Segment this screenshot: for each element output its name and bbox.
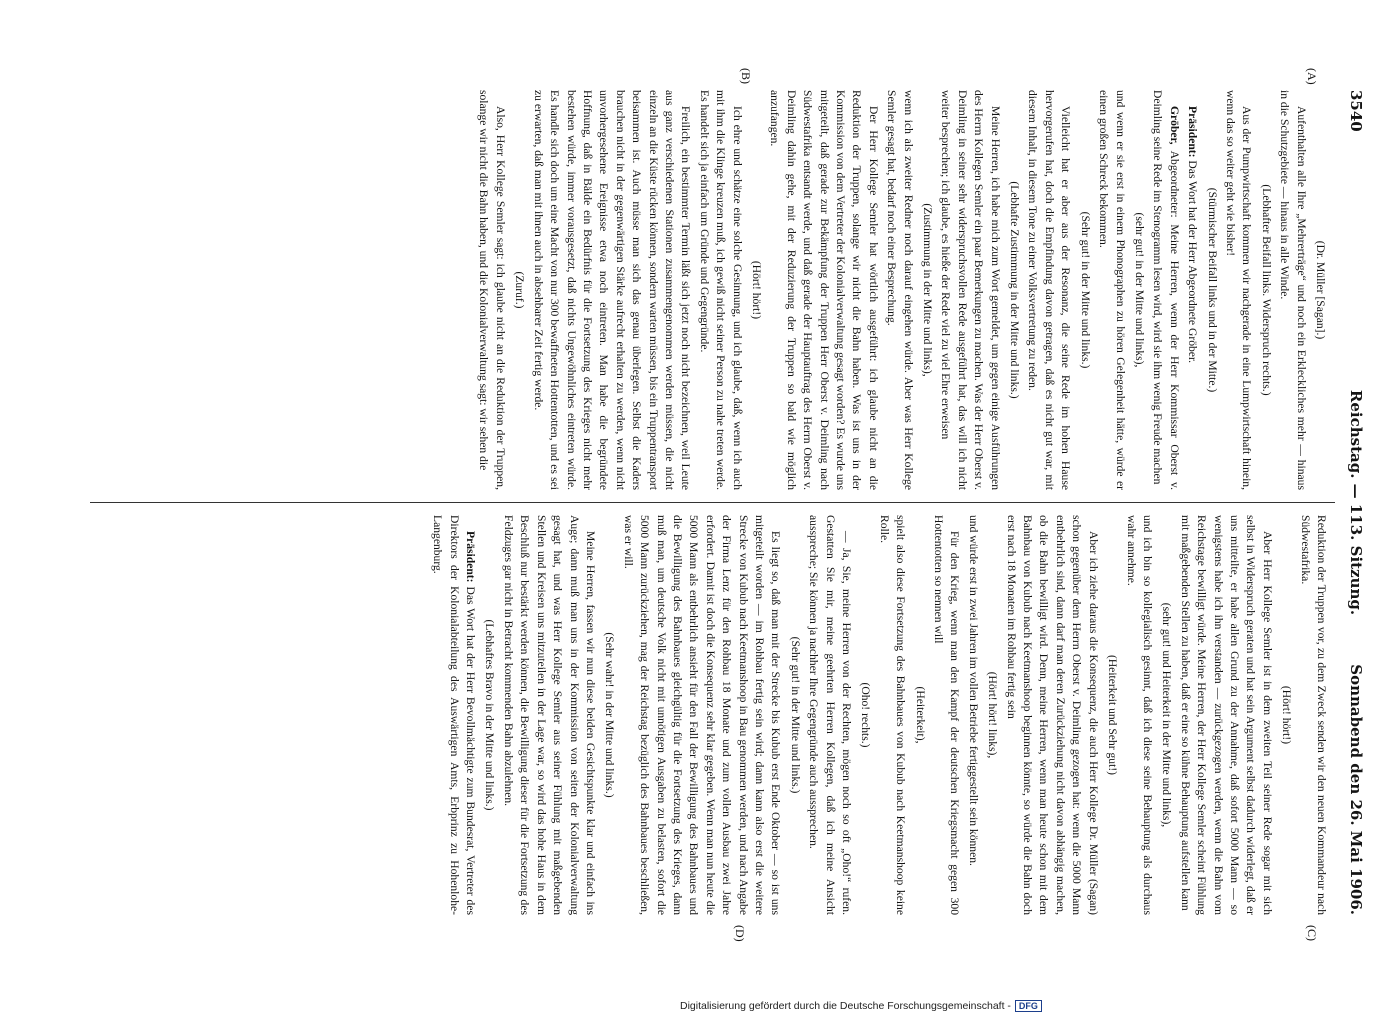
stage-direction bbox=[984, 515, 1000, 915]
paragraph-text: — Ja, Sie, meine Herren von der Rechten, mögen noch so oft „Oho!“ rufen. Gestatten Sie mir, meine geehrten Herren Kollegen, daß ich meine Ansicht ausspreche; Sie können ja nachher Ihre Gegengründe auch aussprechen. bbox=[807, 515, 854, 915]
stage-direction bbox=[748, 90, 764, 490]
paragraph bbox=[805, 515, 854, 915]
paragraph-text: (Stürmischer Beifall links und in der Mitte.) bbox=[1205, 187, 1219, 393]
stage-direction bbox=[1104, 515, 1120, 915]
paragraph-text: Aufenthalten alle Ihre „Mehrerträge“ und noch ein Erkleckliches mehr — hinaus in die Schutzgebiete — hinaus in alle Winde. bbox=[1278, 90, 1308, 490]
paragraph-text: (Lebhafte Zustimmung in der Mitte und links.) bbox=[1008, 181, 1022, 399]
paragraph-text: Reduktion der Truppen vor, zu dem Zweck senden wir den neuen Kommandeur nach Südwestafrika. bbox=[1298, 515, 1328, 915]
stage-direction bbox=[601, 515, 617, 915]
page-header bbox=[1335, 90, 1365, 915]
paragraph-text: (Oho! rechts.) bbox=[859, 682, 873, 748]
paragraph bbox=[475, 90, 508, 490]
speaker-name: Präsident: bbox=[1186, 106, 1200, 158]
column-divider bbox=[90, 502, 1335, 503]
paragraph bbox=[1024, 90, 1073, 490]
paragraph bbox=[500, 515, 598, 915]
paragraph-text: Es liegt so, daß man mit der Strecke bis Kubub erst Ende Oktober — so ist uns mitgeteilt worden — im Rohbau fertig sein wird; dann kann also erst die weitere Strecke von Kubub nach Keetmanshoop in Bau genommen werden, und nach Angabe der Firma Lenz für den Rohbau 18 Monate und zum vollen Ausbau zwei Jahre erfordert. Damit ist doch die Konsequenz sehr klar gegeben. Wenn man nun heute die 5000 Mann als entbehrlich ansieht für den Fall der Bewilligung des Bahnbaues und die Bewilligung des Bahnbaues gleichgültig für die Fortsetzung des Krieges, dann muß man, um deutsche Volk nicht mit unnötigen Ausgaben zu belasten, sofort die 5000 Mann zurückziehen, mag der Reichstag bezüglich des Bahnbaues beschließen, was er will. bbox=[621, 515, 783, 915]
paragraph-text: (Heiterkeit und Sehr gut!) bbox=[1106, 654, 1120, 776]
stage-direction bbox=[1312, 90, 1328, 490]
paragraph-text: (Hört! hört!) bbox=[1280, 685, 1294, 745]
paragraph bbox=[766, 90, 881, 490]
paragraph-text: (Dr. Müller [Sagan].) bbox=[1314, 240, 1327, 340]
paragraph-text: (Lebhafter Beifall links. Widerspruch rechts.) bbox=[1259, 184, 1273, 396]
paragraph-text: (sehr gut! und Heiterkeit in der Mitte und links), bbox=[1160, 602, 1174, 828]
paragraph bbox=[1095, 90, 1128, 490]
stage-direction bbox=[1203, 90, 1219, 490]
page-number: 3540 bbox=[1347, 90, 1365, 132]
margin-marker-b: (B) bbox=[739, 68, 753, 84]
paragraph-text: (Hört! hört! links), bbox=[986, 671, 1000, 759]
paragraph bbox=[1149, 90, 1182, 490]
margin-marker-a: (A) bbox=[1305, 68, 1319, 85]
paragraph-text: Aber Herr Kollege Semler ist in dem zweiten Teil seiner Rede sogar mit sich selbst in Widerspruch geraten und hat sein Argument selbst dadurch widerlegt, daß er uns mitteilte, er habe allen Grund zu der Annahme, daß sofort 5000 Mann — so wenigstens habe ich ihn verstanden — zurückgezogen werden, wenn die Bahn vom Reichstage bewilligt würde. Meine Herren, der Herr Kollege Semler scheint Fühlung mit maßgebenden Stellen zu haben, daß er eine so kühne Behauptung aufstellen kann bbox=[1178, 515, 1274, 915]
paragraph-text: (Hört! hört!) bbox=[750, 260, 763, 320]
stage-direction bbox=[1076, 90, 1092, 490]
paragraph-text: Das Wort hat der Herr Abgeordnete Gröber. bbox=[1186, 157, 1200, 364]
stage-direction bbox=[1257, 90, 1273, 490]
paragraph bbox=[1222, 90, 1255, 490]
paragraph-text: (Sehr wahr! in der Mitte und links.) bbox=[603, 632, 617, 798]
paragraph-text: (Sehr gut! in der Mitte und links.) bbox=[1078, 211, 1092, 369]
stage-direction bbox=[1006, 90, 1022, 490]
left-column bbox=[94, 90, 1329, 490]
session-date: Sonnabend den 26. Mai 1906. bbox=[1347, 664, 1365, 915]
paragraph bbox=[529, 90, 693, 490]
session-title: Reichstag. — 113. Sitzung. bbox=[1347, 389, 1365, 616]
paragraph bbox=[1122, 515, 1155, 915]
paragraph-text: Also, Herr Kollege Semler sagt: ich glaube nicht an die Reduktion der Truppen, solange wir nicht die Bahn haben, und die Kolonialverwaltung sagt: wir sehen die bbox=[477, 90, 507, 490]
page-footer bbox=[680, 1000, 1280, 1014]
paragraph bbox=[1184, 90, 1200, 490]
paragraph bbox=[1276, 90, 1309, 490]
paragraph bbox=[695, 90, 744, 490]
paragraph bbox=[930, 515, 963, 915]
paragraph-text: Der Herr Kollege Semler hat wörtlich ausgeführt: ich glaube nicht an die Reduktion der Truppen, solange wir nicht die Bahn haben. Was ist uns in der Kommission von dem Vertreter der Kolonialverwaltung gesagt worden? Es wurde uns mitgeteilt, daß gerade zur Bekämpfung der Truppen Herr Oberst v. Deimling nach Südwestafrika entsandt werde, und daß gerade der Hauptauftrag des Herrn Oberst v. Deimling dahin gehe, mit der Reduzierung der Truppen so bald wie möglich anzufangen. bbox=[768, 90, 880, 490]
stage-direction bbox=[511, 90, 527, 490]
paragraph-text: Meine Herren, ich habe mich zum Wort gemeldet, um gegen einige Ausführungen des Herrn Kollegen Semler ein paar Bemerkungen zu machen. Was der Herr Oberst v. Deimling in seiner sehr widerspruchsvollen Rede ausgeführt hat, das will ich nicht weiter besprechen; ich glaube, es hieße der Rede viel zu viel Ehre erweisen bbox=[939, 90, 1002, 490]
paragraph-text: (Heiterkeit), bbox=[913, 686, 927, 744]
stage-direction bbox=[1131, 90, 1147, 490]
paragraph-text: Meine Herren, fassen wir nun diese beiden Gesichtspunkte klar und einfach ins Auge; dann muß man uns in der Kommission von seiten der Kolonialverwaltung gesagt hat, und was Herr Kollege Semler aus seiner Fühlung mit maßgebenden Stellen und Kreisen uns mitzuteilen in der Lage war, so wird das hohe Haus in dem Beschluß nur bestärkt werden können, die Bewilligung dieser für die Fortsetzung des Feldzuges gar nicht in Betracht kommenden Bahn abzulehnen. bbox=[501, 515, 597, 915]
paragraph-text: und wenn er sie erst in einem Phonographen zu hören Gelegenheit hätte, würde er einen großen Schreck bekommen. bbox=[1097, 90, 1127, 490]
paragraph bbox=[883, 90, 916, 490]
paragraph-text: Freilich, ein bestimmter Termin läßt sich jetzt noch nicht bezeichnen, weil Leute aus ganz verschiedenen Stationen zusammengenommen werden müssen, die nicht einzeln an die Küste rücken können, sondern warten müssen, bis ein Truppentransport beisammen ist. Auch müsse man sich das genau überlegen. Selbst die Kaders brauchen nicht in der gegenwärtigen Stärke aufrecht erhalten zu werden, wenn nicht unvorhergesehene Ereignisse etwa noch eintreten. Man habe die begründete Hoffnung, daß in Bälde ein Bedürfnis für die Fortsetzung des Krieges nicht mehr bestehen würde, immer vorausgesetzt, daß nichts Ungewöhnliches eintreten würde. Es handle sich doch um eine Macht von nur 300 bewaffneten Hottentotten, und es sei zu erwarten, daß man mit ihnen auch in absehbarer Zeit fertig werde. bbox=[531, 90, 693, 490]
paragraph-text: (Sehr gut! in der Mitte und links.) bbox=[788, 636, 802, 794]
paragraph bbox=[875, 515, 908, 915]
paragraph-text: (Zuruf.) bbox=[513, 271, 527, 309]
paragraph-text: spielt also diese Fortsetzung des Bahnbaues von Kubub nach Keetmanshoop keine Rolle. bbox=[877, 515, 908, 915]
stage-direction bbox=[857, 515, 873, 915]
speaker-name: Gröber, bbox=[1167, 106, 1181, 145]
margin-marker-d: (D) bbox=[733, 925, 747, 942]
paragraph-text: Aus der Pumpwirtschaft kommen wir nachgerade in eine Lumpwirtschaft hinein, wenn das so weiter geht wie bisher! bbox=[1223, 90, 1254, 490]
dfg-logo: DFG bbox=[1015, 1000, 1042, 1012]
stage-direction bbox=[1158, 515, 1174, 915]
paragraph-text: Das Wort hat der Herr Bevollmächtigte zum Bundesrat, Vertreter des Direktors der Kolonialabteilung des Auswärtigen Amts, Erbprinz zu Hohenlohe-Langenburg. bbox=[431, 515, 478, 915]
stage-direction bbox=[911, 515, 927, 915]
paragraph bbox=[619, 515, 783, 915]
paragraph-text: (Zustimmung in der Mitte und links), bbox=[921, 203, 935, 377]
paragraph-text: Abgeordneter: Meine Herren, wenn der Herr Kommissar Oberst v. Deimling seine Rede im Stenogramm lesen wird, wird sie ihm wenig Freude machen bbox=[1151, 90, 1181, 490]
paragraph-text: und ich bin so kollegialisch gesinnt, daß ich diese seine Behauptung als durchaus wahr annehme. bbox=[1124, 515, 1154, 915]
paragraph bbox=[1296, 515, 1329, 915]
paragraph bbox=[1176, 515, 1274, 915]
margin-marker-c: (C) bbox=[1305, 925, 1319, 941]
paragraph-text: (sehr gut! in der Mitte und links), bbox=[1132, 212, 1146, 368]
stage-direction bbox=[1278, 515, 1294, 915]
paragraph bbox=[964, 515, 980, 915]
stage-direction bbox=[786, 515, 802, 915]
stage-direction bbox=[481, 515, 497, 915]
stage-direction bbox=[919, 90, 935, 490]
paragraph-text: (Lebhaftes Bravo in der Mitte und links.) bbox=[483, 619, 497, 811]
paragraph-text: Für den Krieg, wenn man den Kampf der deutschen Kriegsmacht gegen 300 Hottentotten so nennen will bbox=[932, 515, 962, 915]
paragraph bbox=[429, 515, 478, 915]
paragraph-text: und würde erst in zwei Jahren im vollen Betriebe fertiggestellt sein können. bbox=[966, 515, 980, 866]
paragraph-text: Aber ich ziehe daraus die Konsequenz, die auch Herr Kollege Dr. Müller (Sagan) schon gegenüber dem Herrn Oberst v. Deimling gezogen hat: wenn die 5000 Mann entbehrlich sind, dann darf man deren Zurückziehung nicht davon abhängig machen, ob die Bahn bewilligt wird. Denn, meine Herren, wenn man heute schon mit dem Bahnbau von Kubub nach Keetmanshoop beginnen könnte, so würde die Bahn doch erst nach 18 Monaten im Rohbau fertig sein bbox=[1004, 515, 1100, 915]
paragraph bbox=[1002, 515, 1100, 915]
speaker-name: Präsident: bbox=[464, 531, 478, 583]
footer-text: Digitalisierung gefördert durch die Deutsche Forschungsgemeinschaft - bbox=[680, 1000, 1011, 1012]
paragraph-text: Vielleicht hat er aber aus der Resonanz, die seine Rede im hohen Hause hervorgerufen hat, doch die Empfindung davon getragen, daß es nicht gut war, mit diesem Inhalt, in diesem Tone zu einer Volksvertretung zu reden. bbox=[1026, 90, 1073, 490]
paragraph-text: Ich ehre und schätze eine solche Gesinnung, und ich glaube, daß, wenn ich auch mit ihm die Klinge kreuzen muß, ich gewiß nicht seiner Person zu nahe treten werde. Es handelt sich ja einfach um Gründe und Gegengründe. bbox=[697, 90, 744, 490]
paragraph-text: wenn ich als zweiter Redner noch darauf eingehen würde. Aber was Herr Kollege Semler gesagt hat, bedarf noch einer Besprechung. bbox=[885, 90, 915, 490]
paragraph bbox=[937, 90, 1003, 490]
right-column bbox=[94, 515, 1329, 915]
